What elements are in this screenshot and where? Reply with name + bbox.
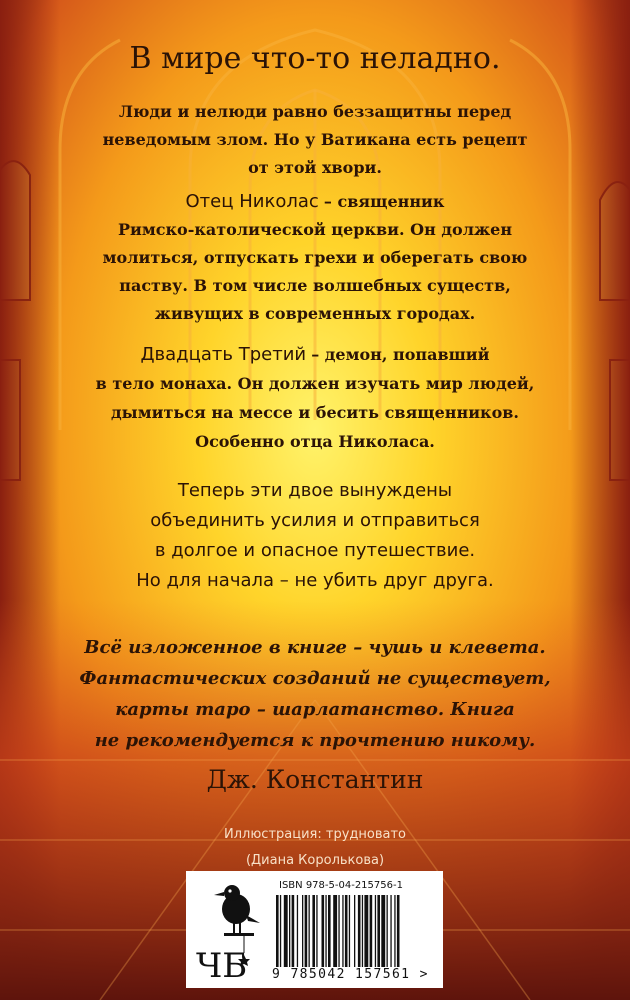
paragraph-line: живущих в современных городах. (154, 304, 476, 323)
intro-line: неведомым злом. Но у Ватикана есть рецепт (102, 130, 528, 149)
headline-text: В мире что-то неладно. (129, 41, 501, 76)
publisher-logo-text: ЧБ (196, 946, 248, 982)
paragraph-line: дымиться на мессе и бесить священников. (111, 403, 519, 422)
paragraph-line: в тело монаха. Он должен изучать мир людей, (95, 374, 535, 393)
paragraph-line: Римско-католической церкви. Он должен (117, 220, 513, 239)
quote-line: карты таро – шарлатанство. Книга (115, 699, 515, 720)
twenty-third-paragraph (0, 340, 630, 456)
quote-line: не рекомендуется к прочтению никому. (94, 730, 536, 751)
paragraph-line: – демон, попавший (311, 345, 490, 364)
paragraph-line: паству. В том числе волшебных существ, (119, 276, 511, 295)
paragraph-line: – священник (323, 192, 445, 211)
paragraph-line: Особенно отца Николаса. (195, 432, 435, 451)
paragraph-line: Теперь эти двое вынуждены (177, 480, 453, 501)
quote-author (0, 762, 630, 798)
quote-line: Фантастических созданий не существует, (79, 668, 551, 689)
credit-line: Иллюстрация: трудновато (224, 827, 406, 842)
journey-paragraph (0, 476, 630, 566)
paragraph-line: молиться, отпускать грехи и оберегать свою (102, 248, 528, 267)
barcode-bars (272, 895, 437, 967)
publisher-logo-icon (194, 879, 266, 982)
paragraph-line: объединить усилия и отправиться (150, 510, 480, 531)
barcode-digits: 9 785042 157561 > (272, 967, 429, 982)
credit-line: (Диана Королькова) (245, 853, 385, 868)
quote-line: Всё изложенное в книге – чушь и клевета. (84, 637, 546, 658)
headline (0, 40, 630, 78)
illustration-credit (0, 822, 630, 874)
author-name: Дж. Константин (206, 765, 424, 794)
intro-line: Люди и нелюди равно беззащитны перед (118, 102, 512, 121)
isbn-text: ISBN 978-5-04-215756-1 (279, 880, 403, 891)
tagline (0, 566, 630, 596)
barcode-panel (186, 871, 443, 988)
intro-paragraph (0, 98, 630, 182)
tagline-text: Но для начала – не убить друг друга. (136, 570, 494, 591)
twenty-third-name: Двадцать Третий (140, 344, 307, 365)
paragraph-line: в долгое и опасное путешествие. (154, 540, 476, 561)
disclaimer-quote (0, 632, 630, 756)
father-nicholas-name: Отец Николас (185, 191, 319, 212)
intro-line: от этой хвори. (248, 158, 382, 177)
father-nicholas-paragraph (0, 188, 630, 328)
